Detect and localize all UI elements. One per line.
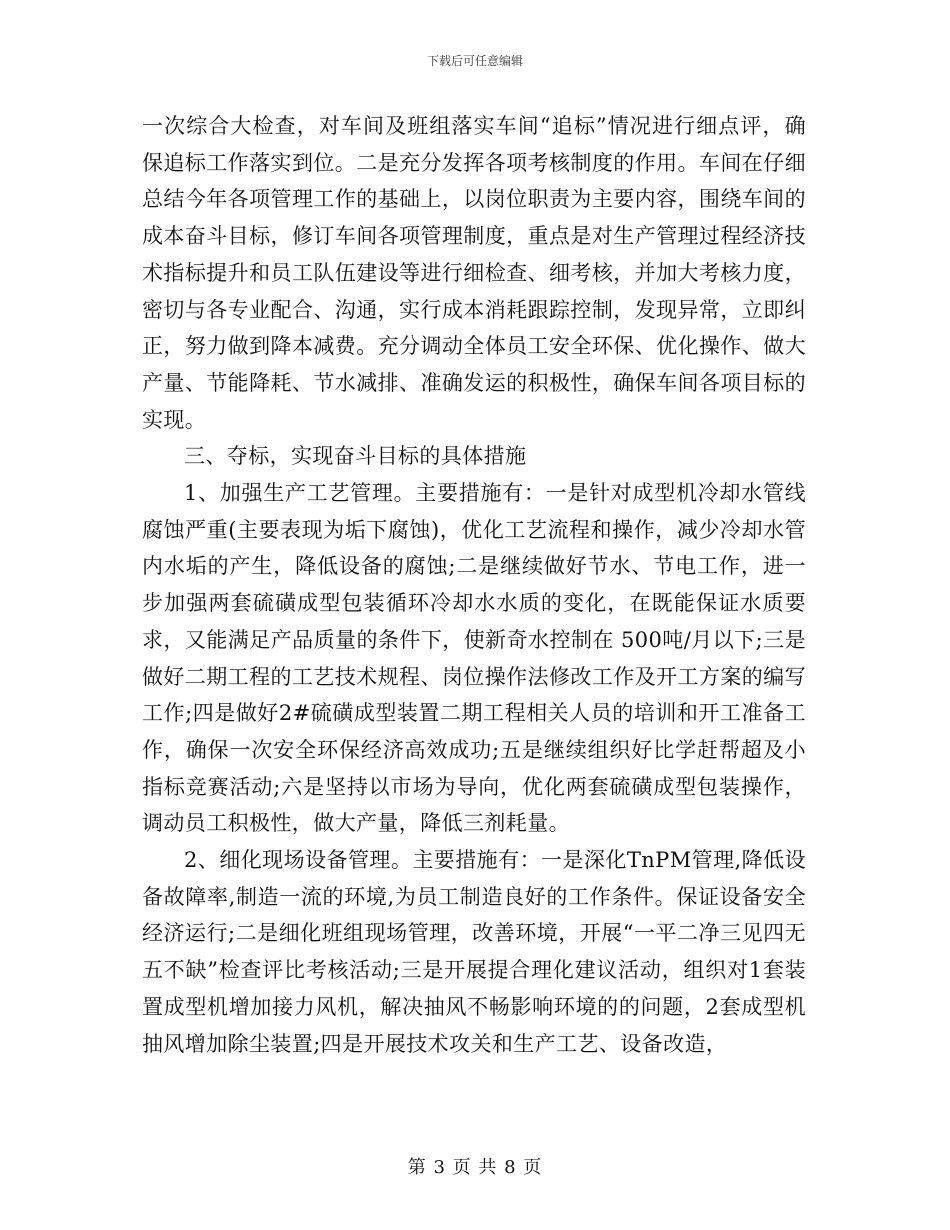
paragraph-equipment-management: 2、细化现场设备管理。主要措施有：一是深化TnPM管理,降低设备故障率,制造一流的环境,为员工制造良好的工作条件。保证设备安全经济运行;二是细化班组现场管理，改善环境，开展“一平二净三见四无五不缺”检查评比考核活动;三是开展提合理化建议活动，组织对1套装置成型机增加接力风机，解决抽风不畅影响环境的的问题，2套成型机抽风增加除尘装置;四是开展技术攻关和生产工艺、设备改造， [142, 848, 806, 1056]
section-heading: 三、夺标，实现奋斗目标的具体措施 [184, 444, 527, 469]
document-body [142, 108, 806, 1062]
paragraph-continuation: 一次综合大检查，对车间及班组落实车间“追标”情况进行细点评，确保追标工作落实到位。二是充分发挥各项考核制度的作用。车间在仔细总结今年各项管理工作的基础上，以岗位职责为主要内容，围绕车间的成本奋斗目标，修订车间各项管理制度，重点是对生产管理过程经济技术指标提升和员工队伍建设等进行细检查、细考核，并加大考核力度，密切与各专业配合、沟通，实行成本消耗跟踪控制，发现异常，立即纠正，努力做到降本减费。充分调动全体员工安全环保、优化操作、做大产量、节能降耗、节水减排、准确发运的积极性，确保车间各项目标的实现。 [142, 114, 806, 432]
page-footer: 第 3 页 共 8 页 [407, 1157, 543, 1178]
page-header: 下载后可任意编辑 [426, 54, 523, 68]
paragraph-process-management: 1、加强生产工艺管理。主要措施有：一是针对成型机冷却水管线腐蚀严重(主要表现为垢下腐蚀)，优化工艺流程和操作，减少冷却水管内水垢的产生，降低设备的腐蚀;二是继续做好节水、节电工作，进一步加强两套硫磺成型包装循环冷却水水质的变化，在既能保证水质要求，又能满足产品质量的条件下，使新奇水控制在 500吨/月以下;三是做好二期工程的工艺技术规程、岗位操作法修改工作及开工方案的编写工作;四是做好2#硫磺成型装置二期工程相关人员的培训和开工准备工作，确保一次安全环保经济高效成功;五是继续组织好比学赶帮超及小指标竞赛活动;六是坚持以市场为导向，优化两套硫磺成型包装操作，调动员工积极性，做大产量，降低三剂耗量。 [142, 481, 806, 836]
